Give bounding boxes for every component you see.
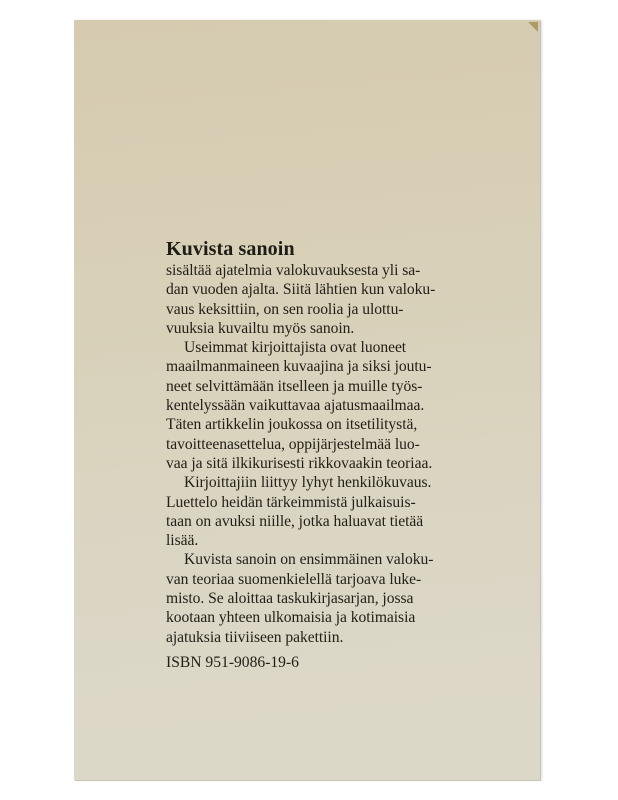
book-title: Kuvista sanoin [166, 238, 295, 260]
text-line: maailmanmaineen kuvaajina ja siksi joutu- [166, 358, 432, 376]
text-line: sisältää ajatelmia valokuvauksesta yli sa- [166, 262, 421, 279]
text-line: kootaan yhteen ulkomaisia ja kotimaisia [166, 609, 416, 627]
text-line: neet selvittämään itselleen ja muille työs- [166, 377, 423, 395]
text-line: Luettelo heidän tärkeimmistä julkaisuis- [166, 493, 416, 511]
text-line: lisää. [166, 532, 199, 550]
corner-tab-mark [528, 22, 538, 32]
text-line: Kuvista sanoin on ensimmäinen valoku- [184, 551, 434, 569]
text-line: vaa ja sitä ilkikurisesti rikkovaakin teoriaa. [166, 454, 433, 472]
text-line: ajatuksia tiiviiseen pakettiin. [166, 628, 344, 646]
paragraph-3 [166, 473, 496, 550]
paragraph-4 [166, 550, 496, 646]
paragraph-1 [166, 261, 496, 338]
text-line: tavoitteenasettelua, oppijärjestelmää luo- [166, 435, 420, 453]
blurb-text-block [166, 237, 496, 672]
text-line: van teoriaa suomenkielellä tarjoava luke- [166, 570, 422, 588]
text-line: taan on avuksi niille, jotka haluavat tietää [166, 512, 424, 530]
text-line: vaus keksittiin, on sen roolia ja ulottu- [166, 300, 404, 318]
isbn-number: ISBN 951-9086-19-6 [166, 653, 299, 671]
paragraph-2 [166, 338, 496, 473]
text-line: kentelyssään vaikuttavaa ajatusmaailmaa. [166, 397, 425, 415]
text-line: Kirjoittajiin liittyy lyhyt henkilökuvaus. [184, 474, 432, 492]
text-line: Täten artikkelin joukossa on itsetilitystä, [166, 416, 418, 434]
text-line: vuuksia kuvailtu myös sanoin. [166, 319, 355, 337]
text-line: Useimmat kirjoittajista ovat luoneet [184, 339, 407, 357]
text-line: misto. Se aloittaa taskukirjasarjan, jossa [166, 590, 414, 608]
book-back-cover [74, 20, 540, 780]
text-line: dan vuoden ajalta. Siitä lähtien kun valoku- [166, 281, 436, 299]
